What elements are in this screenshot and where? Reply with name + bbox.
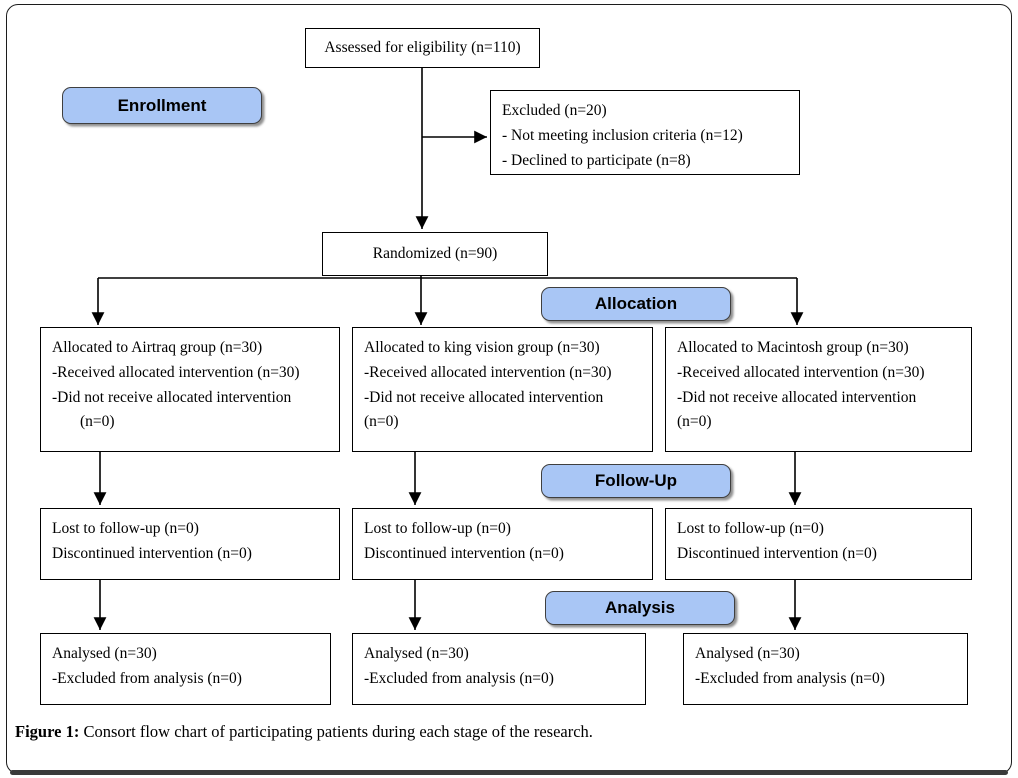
allocation-line: -Did not receive allocated intervention — [677, 388, 917, 406]
analysis-line: Analysed (n=30) — [695, 645, 800, 662]
followup-line: Lost to follow-up (n=0) — [52, 520, 199, 537]
stage-followup — [541, 464, 731, 498]
randomized-box — [322, 232, 548, 276]
analysis-line: -Excluded from analysis (n=0) — [364, 669, 554, 687]
analysis-line: -Excluded from analysis (n=0) — [695, 669, 885, 687]
excluded-line: Excluded (n=20) — [502, 102, 607, 119]
analysis-box-king-vision — [352, 633, 646, 705]
stage-followup-label: Follow-Up — [594, 471, 678, 490]
allocation-line: -Received allocated intervention (n=30) — [677, 363, 925, 381]
figure-caption-text: Consort flow chart of participating patients during each stage of the research. — [79, 722, 593, 741]
allocation-line: -Did not receive allocated intervention — [364, 388, 604, 406]
followup-line: Discontinued intervention (n=0) — [364, 544, 564, 562]
allocation-line: (n=0) — [364, 413, 399, 431]
stage-allocation-label: Allocation — [594, 294, 678, 313]
followup-line: Discontinued intervention (n=0) — [52, 544, 252, 562]
followup-line: Discontinued intervention (n=0) — [677, 544, 877, 562]
analysis-line: -Excluded from analysis (n=0) — [52, 669, 242, 687]
excluded-line: - Not meeting inclusion criteria (n=12) — [502, 126, 743, 144]
figure-caption — [15, 722, 975, 742]
stage-enrollment — [62, 87, 262, 124]
followup-line: Lost to follow-up (n=0) — [364, 520, 511, 537]
allocation-line: (n=0) — [80, 413, 115, 431]
allocation-line: (n=0) — [677, 413, 712, 431]
analysis-box-airtraq — [40, 633, 331, 705]
allocation-line: Allocated to Macintosh group (n=30) — [677, 339, 909, 356]
followup-line: Lost to follow-up (n=0) — [677, 520, 824, 537]
excluded-line: - Declined to participate (n=8) — [502, 151, 691, 169]
stage-analysis — [545, 591, 735, 625]
bottom-rule — [10, 770, 1008, 775]
assessed-box — [305, 28, 540, 68]
allocation-line: -Did not receive allocated intervention — [52, 388, 292, 406]
stage-analysis-label: Analysis — [605, 598, 675, 617]
allocation-line: Allocated to Airtraq group (n=30) — [52, 339, 263, 356]
excluded-box — [490, 90, 800, 175]
stage-enrollment-label: Enrollment — [117, 95, 207, 115]
figure-caption-label: Figure 1: — [15, 722, 80, 741]
followup-box-king-vision — [352, 508, 653, 580]
allocation-line: Allocated to king vision group (n=30) — [364, 339, 600, 356]
analysis-line: Analysed (n=30) — [52, 645, 157, 662]
analysis-box-macintosh — [683, 633, 968, 705]
randomized-text: Randomized (n=90) — [372, 244, 498, 262]
analysis-line: Analysed (n=30) — [364, 645, 469, 662]
followup-box-airtraq — [40, 508, 340, 580]
allocation-line: -Received allocated intervention (n=30) — [364, 363, 612, 381]
allocation-box-airtraq — [40, 327, 340, 452]
stage-allocation — [541, 287, 731, 321]
followup-box-macintosh — [665, 508, 972, 580]
assessed-text: Assessed for eligibility (n=110) — [324, 38, 521, 56]
allocation-box-king-vision — [352, 327, 653, 452]
allocation-line: -Received allocated intervention (n=30) — [52, 363, 300, 381]
allocation-box-macintosh — [665, 327, 972, 452]
